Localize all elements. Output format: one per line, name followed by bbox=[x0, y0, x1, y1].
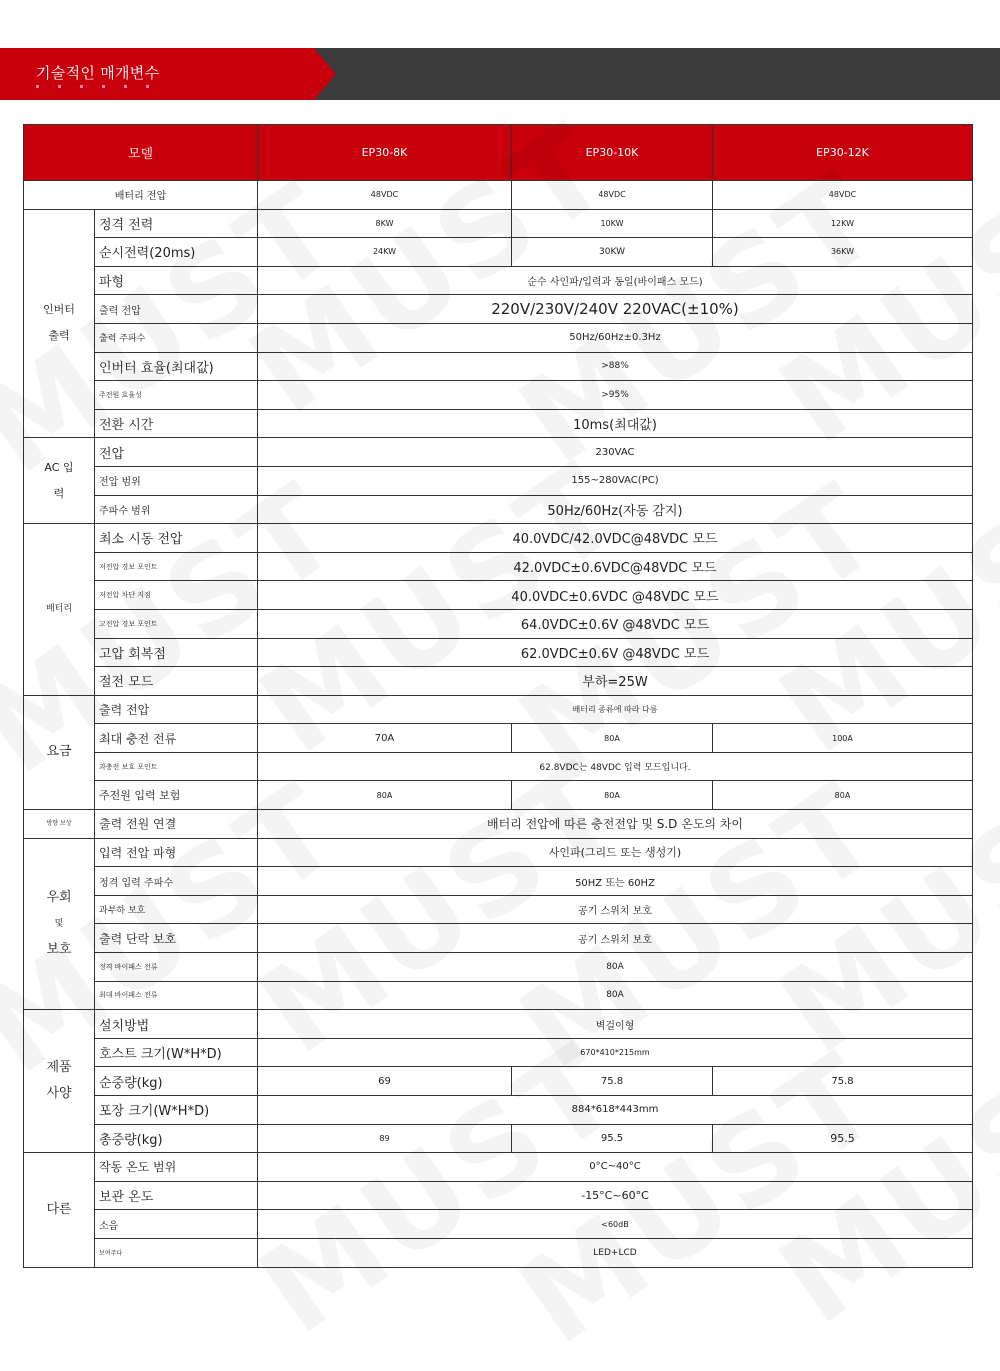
group-bypass-mid: 및 bbox=[54, 918, 64, 929]
group-bypass-top: 우회 bbox=[46, 889, 72, 905]
row-label: 포장 크기(W*H*D) bbox=[95, 1096, 258, 1125]
row-value: 155~280VAC(PC) bbox=[258, 466, 973, 495]
table-row bbox=[24, 581, 973, 610]
row-label: 저전압 경보 포인트 bbox=[95, 552, 258, 581]
table-row bbox=[24, 1067, 973, 1096]
row-label: 출력 전압 bbox=[95, 295, 258, 324]
row-value: 89 bbox=[258, 1124, 512, 1153]
row-label: 저전압 차단 지점 bbox=[95, 581, 258, 610]
row-label: 과부하 보호 bbox=[95, 895, 258, 924]
row-value: 95.5 bbox=[713, 1124, 973, 1153]
row-label: 소음 bbox=[95, 1210, 258, 1239]
row-label: 고압 회복점 bbox=[95, 638, 258, 667]
group-product bbox=[24, 1010, 95, 1153]
table-row bbox=[24, 295, 973, 324]
table-row bbox=[24, 266, 973, 295]
row-label: 절전 모드 bbox=[95, 667, 258, 696]
row-value: 80A bbox=[258, 981, 973, 1010]
row-value: 50Hz/60Hz(자동 감지) bbox=[258, 495, 973, 524]
row-label: 순시전력(20ms) bbox=[95, 238, 258, 267]
table-row bbox=[24, 724, 973, 753]
table-row bbox=[24, 810, 973, 839]
table-row bbox=[24, 323, 973, 352]
table-row bbox=[24, 781, 973, 810]
banner-title: 기술적인 매개변수 bbox=[36, 64, 160, 82]
table-row bbox=[24, 1010, 973, 1039]
table-row bbox=[24, 1096, 973, 1125]
row-label: 최소 시동 전압 bbox=[95, 524, 258, 553]
banner-underline bbox=[36, 85, 166, 88]
table-row bbox=[24, 895, 973, 924]
table-row bbox=[24, 867, 973, 896]
table-row bbox=[24, 667, 973, 696]
header-col-1: EP30-8K bbox=[258, 125, 512, 181]
table-row bbox=[24, 552, 973, 581]
row-value: 80A bbox=[258, 953, 973, 982]
table-row bbox=[24, 924, 973, 953]
group-ac-input: AC 입력 bbox=[24, 438, 95, 524]
row-label: 과충전 보호 포인트 bbox=[95, 752, 258, 781]
row-value: LED+LCD bbox=[258, 1238, 973, 1267]
table-row bbox=[24, 838, 973, 867]
row-value: 80A bbox=[713, 781, 973, 810]
row-value: 62.0VDC±0.6V @48VDC 모드 bbox=[258, 638, 973, 667]
row-label: 전압 bbox=[95, 438, 258, 467]
row-value: 30KW bbox=[512, 238, 713, 267]
group-battery: 배터리 bbox=[24, 524, 95, 696]
row-label: 작동 온도 범위 bbox=[95, 1153, 258, 1182]
row-value: 884*618*443mm bbox=[258, 1096, 973, 1125]
row-value: 75.8 bbox=[512, 1067, 713, 1096]
section-banner bbox=[0, 48, 1000, 100]
table-row bbox=[24, 524, 973, 553]
row-value: 40.0VDC±0.6VDC @48VDC 모드 bbox=[258, 581, 973, 610]
row-label: 전환 시간 bbox=[95, 409, 258, 438]
group-compensation: 방향 보상 bbox=[24, 810, 95, 839]
table-row bbox=[24, 752, 973, 781]
row-value: -15°C~60°C bbox=[258, 1181, 973, 1210]
table-row bbox=[24, 1153, 973, 1182]
group-charge: 요금 bbox=[24, 695, 95, 809]
group-bypass-bot: 보호 bbox=[46, 941, 72, 957]
row-value: 12KW bbox=[713, 209, 973, 238]
table-row bbox=[24, 381, 973, 410]
table-row bbox=[24, 638, 973, 667]
table-row bbox=[24, 1210, 973, 1239]
table-row bbox=[24, 981, 973, 1010]
row-label: 입력 전압 파형 bbox=[95, 838, 258, 867]
row-label: 설치방법 bbox=[95, 1010, 258, 1039]
row-value: 69 bbox=[258, 1067, 512, 1096]
row-label: 최대 바이패스 전류 bbox=[95, 981, 258, 1010]
row-value: 100A bbox=[713, 724, 973, 753]
row-label: 보관 온도 bbox=[95, 1181, 258, 1210]
row-label: 파형 bbox=[95, 266, 258, 295]
group-bypass bbox=[24, 838, 95, 1010]
row-value: 70A bbox=[258, 724, 512, 753]
table-row bbox=[24, 466, 973, 495]
row-value: 36KW bbox=[713, 238, 973, 267]
spec-table bbox=[23, 124, 973, 1268]
group-product-bot: 사양 bbox=[46, 1086, 72, 1102]
row-label: 총중량(kg) bbox=[95, 1124, 258, 1153]
row-value: 40.0VDC/42.0VDC@48VDC 모드 bbox=[258, 524, 973, 553]
row-value: 10KW bbox=[512, 209, 713, 238]
row-value: 24KW bbox=[258, 238, 512, 267]
table-row bbox=[24, 409, 973, 438]
row-label: 출력 전원 연결 bbox=[95, 810, 258, 839]
row-value: 80A bbox=[258, 781, 512, 810]
row-value: 220V/230V/240V 220VAC(±10%) bbox=[258, 295, 973, 324]
row-value: <60dB bbox=[258, 1210, 973, 1239]
row-value: 부하=25W bbox=[258, 667, 973, 696]
row-label: 순중량(kg) bbox=[95, 1067, 258, 1096]
row-value: >95% bbox=[258, 381, 973, 410]
table-row bbox=[24, 438, 973, 467]
table-row bbox=[24, 352, 973, 381]
row-label: 정격 전력 bbox=[95, 209, 258, 238]
row-value: 공기 스위치 보호 bbox=[258, 895, 973, 924]
group-inverter: 인버터 출력 bbox=[24, 209, 95, 438]
row-label: 출력 전압 bbox=[95, 695, 258, 724]
row-value: 50HZ 또는 60HZ bbox=[258, 867, 973, 896]
row-value: 10ms(최대값) bbox=[258, 409, 973, 438]
row-value: 95.5 bbox=[512, 1124, 713, 1153]
group-product-top: 제품 bbox=[46, 1060, 72, 1076]
row-value: 48VDC bbox=[258, 181, 512, 210]
row-value: 0°C~40°C bbox=[258, 1153, 973, 1182]
row-value: 230VAC bbox=[258, 438, 973, 467]
row-label: 정격 입력 주파수 bbox=[95, 867, 258, 896]
row-label: 배터리 전압 bbox=[24, 181, 258, 210]
header-model: 모델 bbox=[24, 125, 258, 181]
row-value: 62.8VDC는 48VDC 입력 모드입니다. bbox=[258, 752, 973, 781]
row-label: 호스트 크기(W*H*D) bbox=[95, 1038, 258, 1067]
row-label: 보여주다 bbox=[95, 1238, 258, 1267]
group-other: 다른 bbox=[24, 1153, 95, 1267]
table-row bbox=[24, 1124, 973, 1153]
row-value: 42.0VDC±0.6VDC@48VDC 모드 bbox=[258, 552, 973, 581]
row-value: 50Hz/60Hz±0.3Hz bbox=[258, 323, 973, 352]
row-value: 80A bbox=[512, 724, 713, 753]
row-label: 정격 바이패스 전류 bbox=[95, 953, 258, 982]
row-label: 주전원 효율성 bbox=[95, 381, 258, 410]
table-row bbox=[24, 238, 973, 267]
row-label: 고전압 경보 포인트 bbox=[95, 609, 258, 638]
row-label: 최대 충전 전류 bbox=[95, 724, 258, 753]
table-row bbox=[24, 1238, 973, 1267]
row-value: 배터리 종류에 따라 다름 bbox=[258, 695, 973, 724]
row-label: 주파수 범위 bbox=[95, 495, 258, 524]
row-value: 75.8 bbox=[713, 1067, 973, 1096]
row-value: 배터리 전압에 따른 충전전압 및 S.D 온도의 차이 bbox=[258, 810, 973, 839]
top-space bbox=[0, 0, 1000, 48]
table-row bbox=[24, 695, 973, 724]
row-value: 80A bbox=[512, 781, 713, 810]
row-label: 출력 주파수 bbox=[95, 323, 258, 352]
row-value: 순수 사인파/입력과 동일(바이패스 모드) bbox=[258, 266, 973, 295]
row-label: 주전원 입력 보험 bbox=[95, 781, 258, 810]
row-value: 48VDC bbox=[512, 181, 713, 210]
row-value: 벽걸이형 bbox=[258, 1010, 973, 1039]
table-row bbox=[24, 1038, 973, 1067]
header-col-2: EP30-10K bbox=[512, 125, 713, 181]
row-label: 출력 단락 보호 bbox=[95, 924, 258, 953]
table-row bbox=[24, 609, 973, 638]
table-row bbox=[24, 495, 973, 524]
header-col-3: EP30-12K bbox=[713, 125, 973, 181]
row-label: 전압 범위 bbox=[95, 466, 258, 495]
row-value: 48VDC bbox=[713, 181, 973, 210]
row-value: >88% bbox=[258, 352, 973, 381]
row-value: 64.0VDC±0.6V @48VDC 모드 bbox=[258, 609, 973, 638]
row-value: 670*410*215mm bbox=[258, 1038, 973, 1067]
header-row bbox=[24, 125, 973, 181]
table-row bbox=[24, 1181, 973, 1210]
table-row bbox=[24, 953, 973, 982]
row-value: 사인파(그리드 또는 생성기) bbox=[258, 838, 973, 867]
row-value: 공기 스위치 보호 bbox=[258, 924, 973, 953]
row-value: 8KW bbox=[258, 209, 512, 238]
row-label: 인버터 효율(최대값) bbox=[95, 352, 258, 381]
table-row bbox=[24, 181, 973, 210]
table-row bbox=[24, 209, 973, 238]
